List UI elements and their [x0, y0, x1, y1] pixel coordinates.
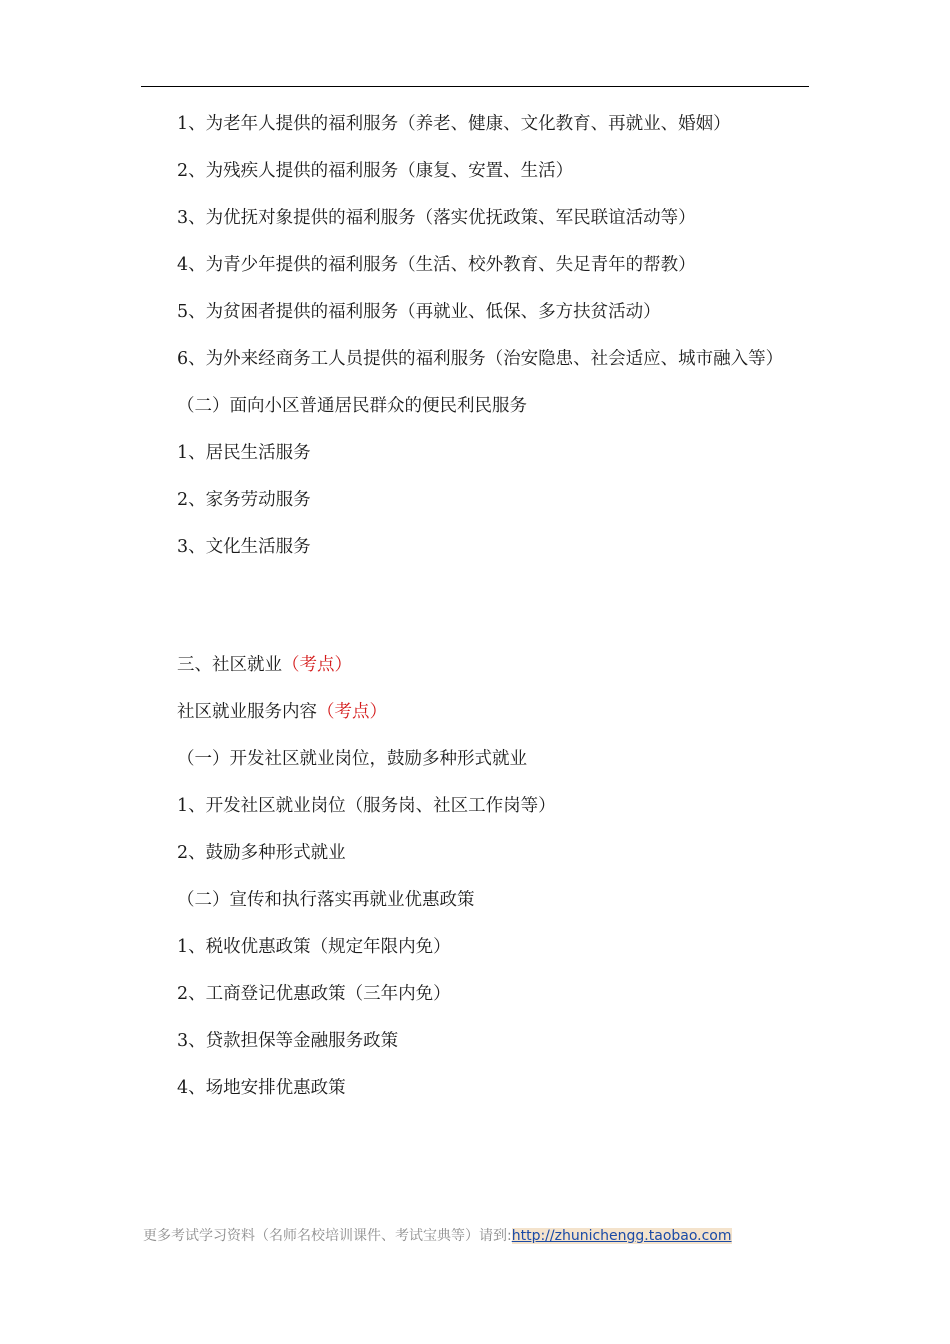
footer-text: 更多考试学习资料（名师名校培训课件、考试宝典等）请到:: [143, 1228, 512, 1244]
footer-note: [143, 1225, 732, 1245]
section-heading: （二）面向小区普通居民群众的便民利民服务: [177, 396, 527, 416]
list-item: 5、为贫困者提供的福利服务（再就业、低保、多方扶贫活动）: [177, 302, 661, 322]
list-item: 3、为优抚对象提供的福利服务（落实优抚政策、军民联谊活动等）: [177, 208, 696, 228]
list-item: 1、开发社区就业岗位（服务岗、社区工作岗等）: [177, 796, 556, 816]
exam-point-tag: （考点）: [282, 655, 352, 675]
document-body: [141, 112, 809, 1123]
list-item: 2、为残疾人提供的福利服务（康复、安置、生活）: [177, 161, 574, 181]
list-item: 2、工商登记优惠政策（三年内免）: [177, 984, 451, 1004]
list-item: 6、为外来经商务工人员提供的福利服务（治安隐患、社会适应、城市融入等）: [177, 349, 784, 369]
header-rule: [141, 86, 809, 87]
section-heading: （一）开发社区就业岗位，鼓励多种形式就业: [177, 749, 527, 769]
list-item: 4、场地安排优惠政策: [177, 1078, 346, 1098]
list-item: 2、家务劳动服务: [177, 490, 311, 510]
content-title: [141, 700, 809, 724]
footer-link[interactable]: http://zhunichengg.taobao.com: [511, 1228, 732, 1244]
exam-point-tag: （考点）: [317, 702, 387, 722]
list-item: 1、为老年人提供的福利服务（养老、健康、文化教育、再就业、婚姻）: [177, 114, 731, 134]
list-item: 3、贷款担保等金融服务政策: [177, 1031, 399, 1051]
list-item: 4、为青少年提供的福利服务（生活、校外教育、失足青年的帮教）: [177, 255, 696, 275]
content-title-text: 社区就业服务内容: [177, 702, 317, 722]
list-item: 3、文化生活服务: [177, 537, 311, 557]
section-title: [141, 653, 809, 677]
list-item: 1、居民生活服务: [177, 443, 311, 463]
list-item: 2、鼓励多种形式就业: [177, 843, 346, 863]
section-title-text: 三、社区就业: [177, 655, 282, 675]
list-item: 1、税收优惠政策（规定年限内免）: [177, 937, 451, 957]
spacer: [141, 582, 809, 653]
section-heading: （二）宣传和执行落实再就业优惠政策: [177, 890, 475, 910]
